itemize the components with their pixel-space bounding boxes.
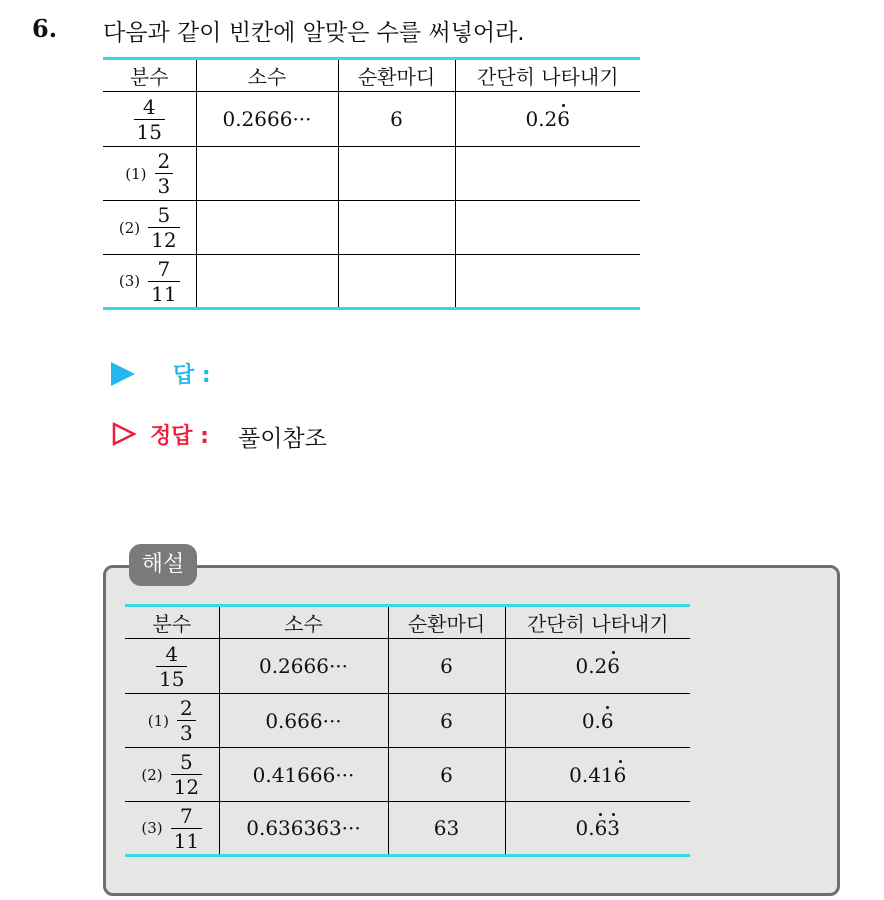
decimal-cell: 0.666··· bbox=[219, 694, 388, 748]
fraction bbox=[177, 696, 196, 745]
notation-input-cell[interactable] bbox=[455, 255, 640, 309]
notation-cell bbox=[455, 92, 640, 147]
denominator: 12 bbox=[148, 227, 179, 252]
solution-table bbox=[125, 604, 690, 857]
numerator: 5 bbox=[157, 203, 171, 227]
notation-base: 0.2 bbox=[575, 654, 608, 678]
question-text: 다음과 같이 빈칸에 알맞은 수를 써넣어라. bbox=[103, 20, 525, 46]
fraction bbox=[148, 203, 179, 252]
denominator: 15 bbox=[134, 119, 165, 144]
numerator: 2 bbox=[180, 696, 193, 720]
decimal-input-cell[interactable] bbox=[196, 147, 338, 201]
fraction-cell bbox=[103, 255, 196, 309]
correct-answer-value: 풀이참조 bbox=[238, 426, 327, 452]
notation-dotted-digit: 6 bbox=[594, 816, 608, 840]
fraction bbox=[171, 804, 202, 853]
decimal-input-cell[interactable] bbox=[196, 255, 338, 309]
period-cell: 6 bbox=[388, 748, 505, 802]
notation-base: 0. bbox=[581, 708, 601, 733]
header-period: 순환마디 bbox=[338, 59, 455, 92]
notation-input-cell[interactable] bbox=[455, 147, 640, 201]
notation-cell bbox=[505, 802, 690, 856]
period-input-cell[interactable] bbox=[338, 147, 455, 201]
notation-dotted-digit: 6 bbox=[600, 708, 614, 733]
header-fraction: 분수 bbox=[103, 59, 196, 92]
row-label: (2) bbox=[141, 765, 163, 784]
solution-tag: 해설 bbox=[129, 544, 197, 586]
notation-base: 0. bbox=[575, 816, 595, 840]
period-cell: 63 bbox=[388, 802, 505, 856]
fraction-cell bbox=[125, 639, 219, 694]
fraction bbox=[155, 149, 174, 198]
denominator: 15 bbox=[156, 666, 187, 691]
header-decimal: 소수 bbox=[219, 606, 388, 639]
denominator: 12 bbox=[171, 774, 202, 799]
denominator: 11 bbox=[171, 828, 202, 853]
notation-cell bbox=[505, 639, 690, 694]
table-row bbox=[103, 201, 640, 255]
correct-answer-label: 정답 : bbox=[150, 424, 209, 449]
question-number: 6. bbox=[32, 14, 58, 43]
answer-label: 답 : bbox=[173, 363, 211, 388]
fraction-cell bbox=[103, 201, 196, 255]
denominator: 3 bbox=[177, 720, 196, 745]
period-input-cell[interactable] bbox=[338, 201, 455, 255]
table-row bbox=[125, 802, 690, 856]
fraction-cell bbox=[103, 92, 196, 147]
period-cell: 6 bbox=[388, 639, 505, 694]
numerator: 7 bbox=[157, 256, 171, 281]
notation-input-cell[interactable] bbox=[455, 201, 640, 255]
notation-base: 0.41 bbox=[569, 762, 614, 787]
notation-cell bbox=[505, 748, 690, 802]
table-row bbox=[103, 255, 640, 309]
answer-play-icon bbox=[111, 362, 135, 386]
numerator: 4 bbox=[165, 641, 179, 666]
problem-table bbox=[103, 57, 640, 310]
decimal-input-cell[interactable] bbox=[196, 201, 338, 255]
row-label: (1) bbox=[147, 711, 169, 730]
period-cell: 6 bbox=[388, 694, 505, 748]
header-notation: 간단히 나타내기 bbox=[455, 59, 640, 92]
table-row bbox=[125, 748, 690, 802]
numerator: 5 bbox=[180, 750, 193, 774]
decimal-cell: 0.636363··· bbox=[219, 802, 388, 856]
fraction-cell bbox=[103, 147, 196, 201]
correct-answer-play-icon bbox=[111, 421, 137, 447]
header-period: 순환마디 bbox=[388, 606, 505, 639]
header-decimal: 소수 bbox=[196, 59, 338, 92]
fraction-cell bbox=[125, 694, 219, 748]
fraction bbox=[134, 95, 165, 144]
fraction bbox=[148, 257, 179, 306]
fraction-cell bbox=[125, 802, 219, 856]
fraction-cell bbox=[125, 748, 219, 802]
notation-dotted-digit: 3 bbox=[607, 816, 621, 840]
row-label: (3) bbox=[141, 819, 163, 837]
table-row bbox=[125, 694, 690, 748]
notation-dotted-digit: 6 bbox=[613, 762, 627, 787]
table-row bbox=[103, 147, 640, 201]
notation-cell bbox=[505, 694, 690, 748]
notation-base: 0.2 bbox=[525, 107, 558, 131]
table-row bbox=[125, 639, 690, 694]
denominator: 11 bbox=[148, 281, 179, 306]
numerator: 7 bbox=[180, 803, 193, 828]
decimal-cell: 0.2666··· bbox=[196, 92, 338, 147]
table-row bbox=[103, 92, 640, 147]
fraction bbox=[156, 642, 187, 691]
period-cell: 6 bbox=[338, 92, 455, 147]
decimal-cell: 0.2666··· bbox=[219, 639, 388, 694]
header-notation: 간단히 나타내기 bbox=[505, 606, 690, 639]
numerator: 2 bbox=[157, 149, 171, 173]
row-label: (1) bbox=[125, 164, 147, 183]
row-label: (2) bbox=[118, 218, 141, 237]
row-label: (3) bbox=[118, 272, 141, 290]
fraction bbox=[171, 750, 202, 799]
period-input-cell[interactable] bbox=[338, 255, 455, 309]
numerator: 4 bbox=[142, 94, 156, 119]
decimal-cell: 0.41666··· bbox=[219, 748, 388, 802]
notation-dotted-digit: 6 bbox=[607, 654, 621, 678]
notation-dotted-digit: 6 bbox=[557, 107, 571, 131]
header-fraction: 분수 bbox=[125, 606, 219, 639]
denominator: 3 bbox=[155, 173, 174, 198]
